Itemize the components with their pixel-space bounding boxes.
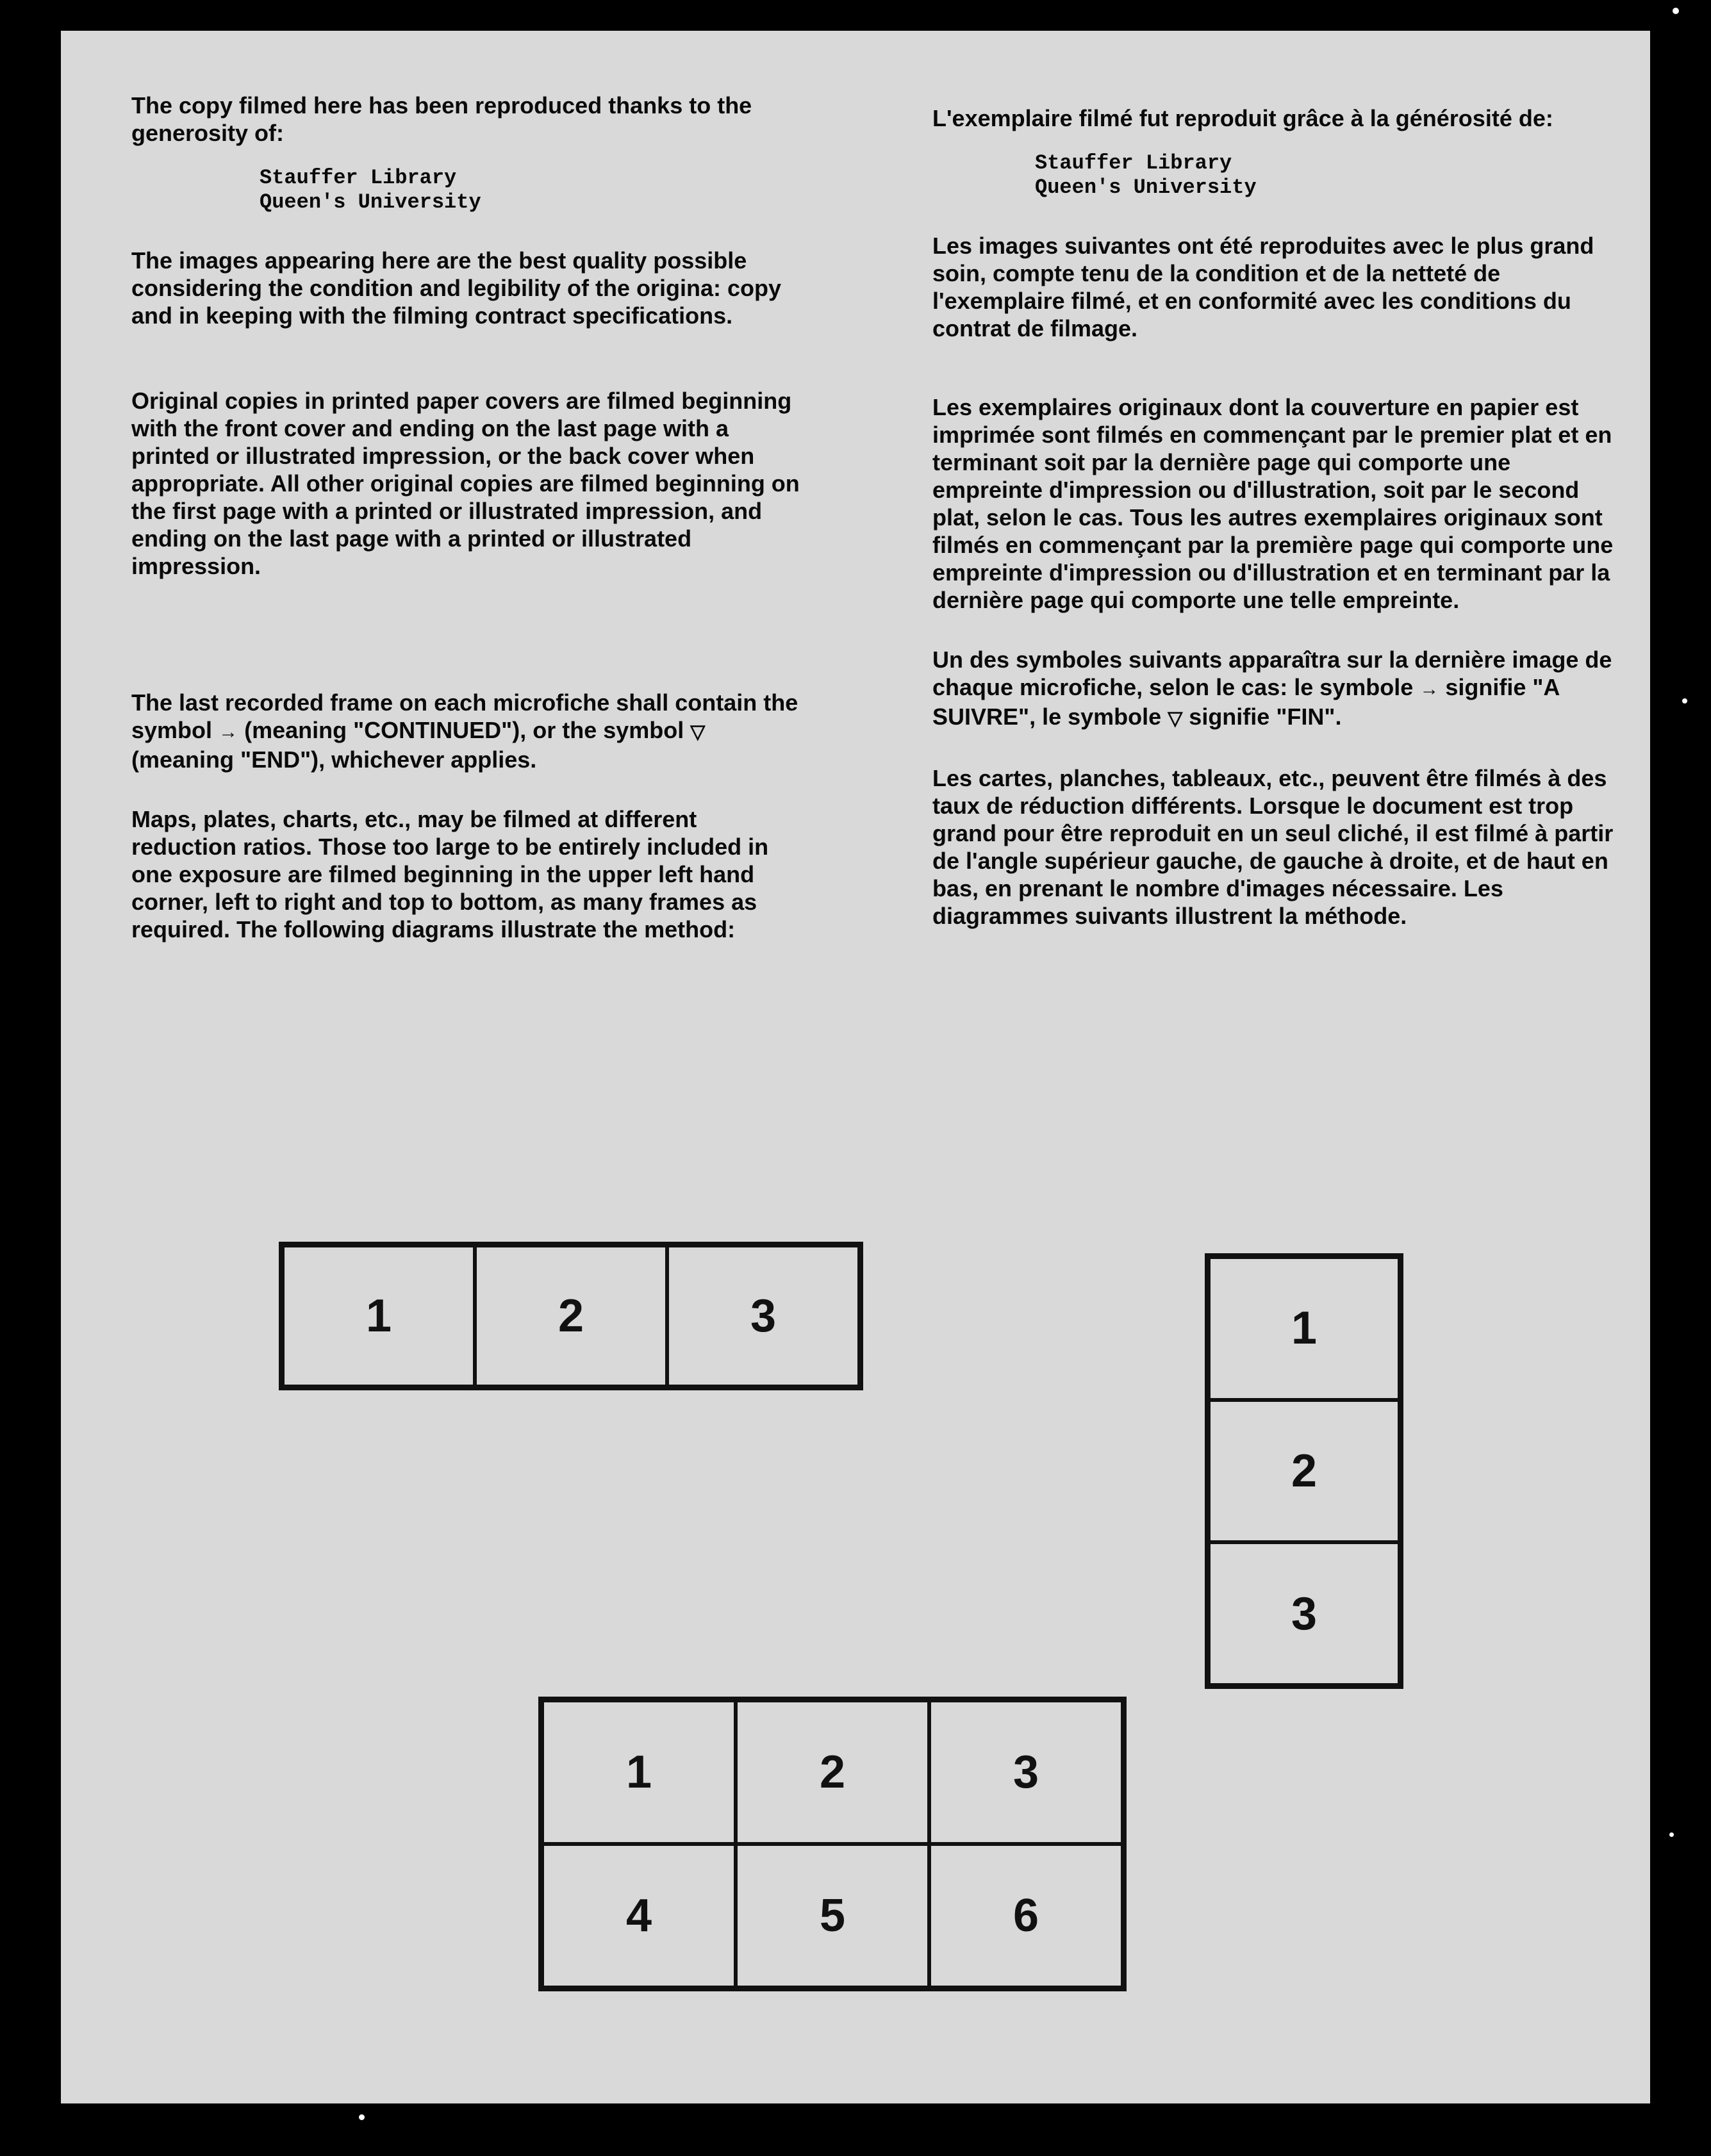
film-speck [359, 2114, 365, 2120]
vertical-frames-diagram [1205, 1253, 1403, 1689]
french-symbol-text-2: signifie "A SUIVRE", le symbole [932, 674, 1560, 730]
english-maps-paragraph: Maps, plates, charts, etc., may be filmed at different reduction ratios. Those too large to be entirely included in one exposure are filmed beginning in the upper left hand corner, left to right and top to bottom, as many frames as required. The following diagrams illustrate the method: [131, 806, 769, 942]
end-triangle-icon: ▽ [1168, 708, 1183, 729]
french-symbol-paragraph [932, 646, 1624, 732]
end-triangle-icon: ▽ [690, 721, 706, 743]
english-covers-paragraph: Original copies in printed paper covers are filmed beginning with the front cover and ending on the last page with a printed or illustrated impression, or the back cover when appropriate. All other original copies are filmed beginning on the first page with a printed or illustrated impression, and ending on the last page with a printed or illustrated impression. [131, 388, 800, 579]
diagram-frame: 4 [542, 1844, 736, 1987]
microfiche-target-sheet [61, 31, 1650, 2103]
french-covers-paragraph: Les exemplaires originaux dont la couverture en papier est imprimée sont filmés en commençant par le premier plat et en terminant soit par la dernière page qui comporte une empreinte d'impression ou d'illustration, soit par le second plat, selon le cas. Tous les autres exemplaires originaux sont filmés en commençant par la première page qui comporte une empreinte d'impression ou d'illustration et en terminant par la dernière page qui comporte une telle empreinte. [932, 394, 1614, 613]
english-symbol-text-2: (meaning "CONTINUED"), or the symbol [244, 717, 684, 743]
diagram-frame: 2 [736, 1700, 929, 1844]
film-speck [1669, 1832, 1674, 1837]
diagram-frame: 6 [929, 1844, 1123, 1987]
french-column [932, 104, 1624, 930]
diagram-frame: 1 [542, 1700, 736, 1844]
french-library-name: Stauffer Library [1035, 151, 1232, 175]
english-symbol-text-1: The last recorded frame on each microfiche shall contain the symbol [131, 689, 798, 743]
french-library-university: Queen's University [1035, 176, 1257, 199]
diagram-frame: 3 [667, 1246, 859, 1387]
english-intro: The copy filmed here has been reproduced thanks to the generosity of: [131, 92, 752, 146]
continued-arrow-icon: → [1419, 679, 1439, 700]
french-symbol-text-3: signifie "FIN". [1189, 704, 1342, 730]
french-library [1035, 151, 1624, 200]
french-maps-paragraph: Les cartes, planches, tableaux, etc., peuvent être filmés à des taux de réduction différents. Lorsque le document est trop grand pour être reproduit en un seul cliché, il est filmé à partir de l'angle supérieur gauche, de gauche à droite, et de haut en bas, en prenant le nombre d'images nécessaire. Les diagrammes suivants illustrent la méthode. [932, 765, 1614, 929]
diagram-frame: 2 [475, 1246, 667, 1387]
diagram-frame: 1 [1209, 1257, 1400, 1400]
english-symbol-paragraph [131, 689, 804, 773]
grid-frames-diagram [538, 1697, 1127, 1991]
diagram-frame: 2 [1209, 1400, 1400, 1543]
diagram-frame: 1 [283, 1246, 475, 1387]
horizontal-frames-diagram [279, 1242, 863, 1390]
english-library-name: Stauffer Library [260, 166, 457, 190]
french-symbol-text-1: Un des symboles suivants apparaîtra sur la dernière image de chaque microfiche, selon le cas: le symbole [932, 646, 1612, 700]
continued-arrow-icon: → [219, 721, 238, 743]
diagram-frame: 3 [929, 1700, 1123, 1844]
film-speck [1682, 698, 1687, 704]
diagram-frame: 3 [1209, 1542, 1400, 1685]
english-symbol-text-3: (meaning "END"), whichever applies. [131, 746, 537, 773]
english-library-university: Queen's University [260, 190, 481, 214]
english-library [260, 166, 804, 215]
english-quality-paragraph: The images appearing here are the best quality possible considering the condition and legibility of the origina: copy and in keeping with the filming contract specifications. [131, 247, 782, 329]
french-intro: L'exemplaire filmé fut reproduit grâce à la générosité de: [932, 105, 1553, 131]
french-quality-paragraph: Les images suivantes ont été reproduites avec le plus grand soin, compte tenu de la condition et de la netteté de l'exemplaire filmé, et en conformité avec les conditions du contrat de filmage. [932, 233, 1594, 342]
film-speck [1673, 8, 1679, 14]
diagram-frame: 5 [736, 1844, 929, 1987]
english-column [131, 92, 804, 943]
